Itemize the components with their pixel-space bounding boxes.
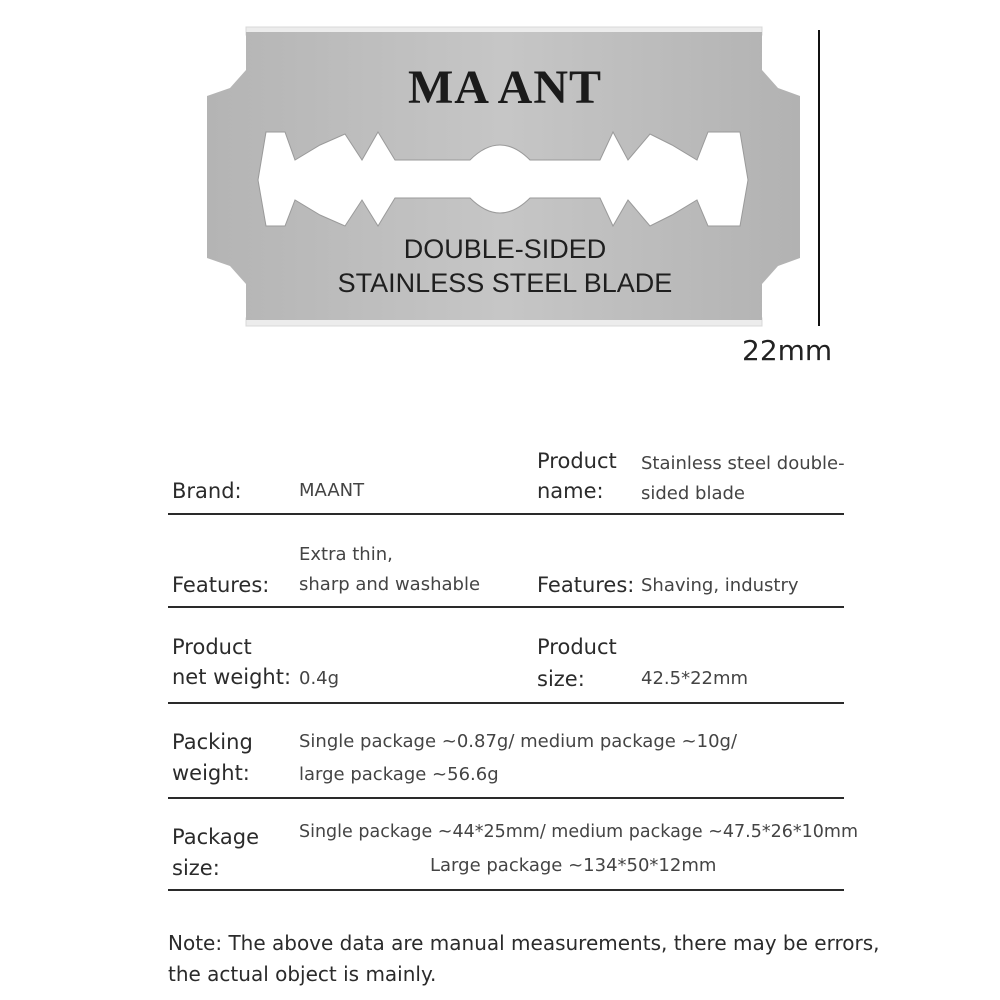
features-value-2: sharp and washable: [299, 574, 481, 595]
features-value-1: Extra thin,: [299, 544, 393, 565]
blade-brand: MA ANT: [407, 61, 602, 114]
features-label: Features:: [172, 573, 270, 597]
product-size-label-2: size:: [537, 667, 585, 691]
packing-weight-label-2: weight:: [172, 761, 250, 785]
dimension-label: 22mm: [742, 334, 833, 367]
features2-label: Features:: [537, 573, 635, 597]
note-line-1: Note: The above data are manual measurements, there may be errors,: [168, 931, 880, 955]
packing-weight-value-2: large package ~56.6g: [299, 764, 499, 785]
package-size-label-1: Package: [172, 825, 260, 849]
table-divider: [168, 606, 844, 608]
product-name-label-1: Product: [537, 449, 617, 473]
table-divider: [168, 513, 844, 515]
packing-weight-value-1: Single package ~0.87g/ medium package ~10g/: [299, 731, 738, 752]
brand-value: MAANT: [299, 480, 365, 501]
product-name-value-2: sided blade: [641, 483, 745, 504]
note-line-2: the actual object is mainly.: [168, 962, 437, 986]
blade-slot: [258, 132, 748, 226]
package-size-value-1: Single package ~44*25mm/ medium package ~47.5*26*10mm: [299, 822, 858, 842]
net-weight-label-1: Product: [172, 635, 252, 659]
note: [168, 928, 888, 990]
product-size-value: 42.5*22mm: [641, 668, 749, 689]
brand-label: Brand:: [172, 479, 242, 503]
package-size-label-2: size:: [172, 856, 220, 880]
product-name-value-1: Stainless steel double-: [641, 453, 845, 474]
table-divider: [168, 702, 844, 704]
product-size-label-1: Product: [537, 635, 617, 659]
packing-weight-label-1: Packing: [172, 730, 253, 754]
net-weight-label-2: net weight:: [172, 665, 292, 689]
blade-illustration: [0, 0, 1000, 400]
net-weight-value: 0.4g: [299, 668, 340, 689]
table-divider: [168, 889, 844, 891]
dimension-line: [818, 30, 820, 326]
features2-value: Shaving, industry: [641, 575, 799, 596]
product-name-label-2: name:: [537, 479, 604, 503]
blade-line-1: DOUBLE-SIDED: [403, 234, 607, 264]
package-size-value-2: Large package ~134*50*12mm: [430, 855, 717, 876]
table-divider: [168, 797, 844, 799]
blade-line-2: STAINLESS STEEL BLADE: [337, 268, 673, 298]
